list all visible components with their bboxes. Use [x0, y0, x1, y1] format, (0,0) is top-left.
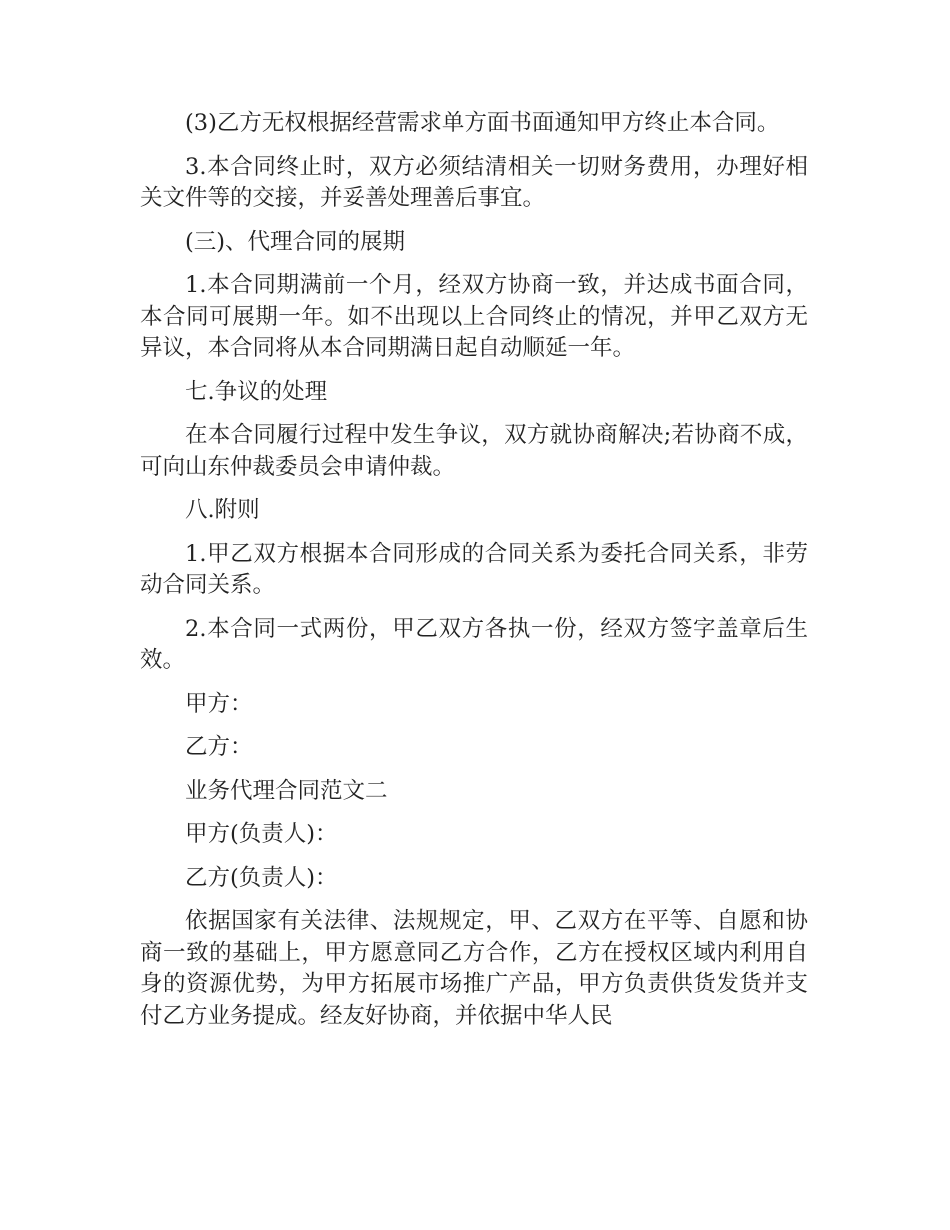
sample-two-title: 业务代理合同范文二: [185, 777, 388, 804]
party-a-signature-line: 甲方：: [185, 690, 253, 717]
party-b-signature-line: 乙方：: [185, 734, 253, 760]
paragraph-supplementary-2: 2.本合同一式两份，甲乙双方各执一份，经双方签字盖章后生效。: [140, 615, 808, 673]
section-heading-supplementary: 八.附则: [185, 497, 260, 523]
party-b-responsible-line: 乙方(负责人)：: [185, 864, 338, 891]
paragraph-dispute: 在本合同履行过程中发生争议，双方就协商解决;若协商不成，可向山东仲裁委员会申请仲裁。: [140, 422, 808, 480]
paragraph-termination-settlement: 3.本合同终止时，双方必须结清相关一切财务费用，办理好相关文件等的交接，并妥善处理善后事宜。: [140, 153, 808, 211]
document-body: [140, 108, 808, 1032]
paragraph-supplementary-1: 1.甲乙双方根据本合同形成的合同关系为委托合同关系，非劳动合同关系。: [140, 540, 808, 598]
section-heading-dispute: 七.争议的处理: [185, 378, 328, 405]
paragraph-preamble: 依据国家有关法律、法规规定，甲、乙双方在平等、自愿和协商一致的基础上，甲方愿意同乙方合作，乙方在授权区域内利用自身的资源优势，为甲方拓展市场推广产品，甲方负责供货发货并支付乙方业务提成。经友好协商，并依据中华人民: [140, 908, 808, 1029]
paragraph-extension-1: 1.本合同期满前一个月，经双方协商一致，并达成书面合同，本合同可展期一年。如不出现以上合同终止的情况，并甲乙双方无异议，本合同将从本合同期满日起自动顺延一年。: [140, 272, 808, 361]
section-heading-extension: (三)、代理合同的展期: [185, 228, 406, 255]
party-a-responsible-line: 甲方(负责人)：: [185, 821, 338, 847]
paragraph-termination-3: (3)乙方无权根据经营需求单方面书面通知甲方终止本合同。: [185, 110, 780, 136]
